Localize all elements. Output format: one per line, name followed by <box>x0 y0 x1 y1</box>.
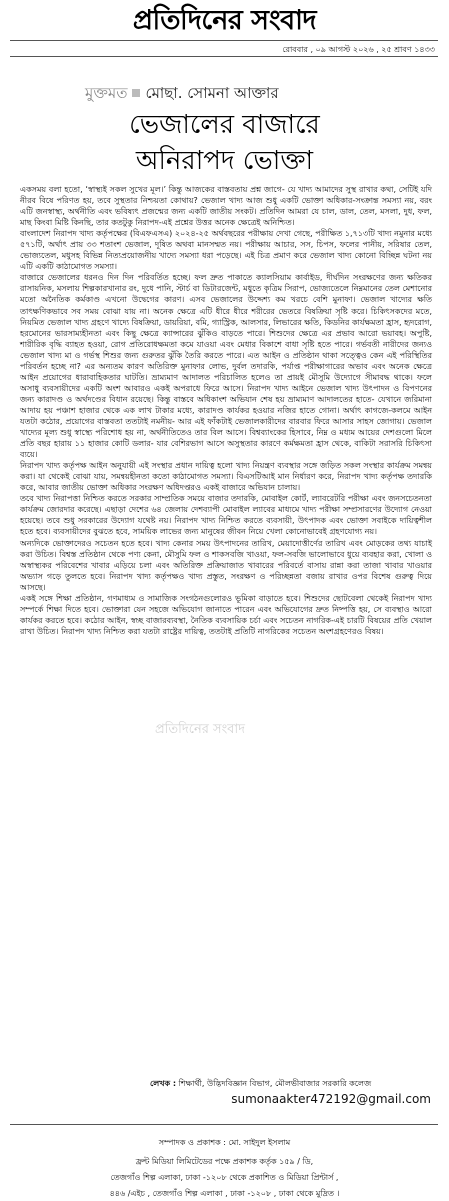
square-bullet-icon <box>132 89 140 97</box>
watermark-logo: প্রতিদিনের সংবাদ <box>155 722 246 737</box>
article-paragraph: বাজারে ভেজালের ধরনও দিন দিন পরিবর্তিত হচ্ছে। ফল দ্রুত পাকাতে ক্যালসিয়াম কার্বাইড, দীর্ঘদিন সংরক্ষণের জন্য ক্ষতিকর রাসায়নিক, মসলায় শিল্পকারখানার রং, দুধে পানি, স্টার্চ বা ডিটারজেন্ট, মধুতে কৃত্রিম সিরাপ, ভোজ্যতেলে নিম্নমানের তেল মেশানোর মতো অনৈতিক কর্মকাণ্ড এখনো উদ্বেগের কারণ। এসব ভেজালের উদ্দেশ্য কম খরচে বেশি মুনাফা। ভেজাল খাদ্যের ক্ষতি তাৎক্ষণিকভাবে সব সময় বোঝা যায় না। অনেক ক্ষেত্রে এটি ধীরে ধীরে শরীরের ভেতরে বিষক্রিয়া সৃষ্টি করে। চিকিৎসকদের মতে, নিয়মিত ভেজাল খাদ্য গ্রহণে খাদ্যে বিষক্রিয়া, ডায়রিয়া, বমি, গ্যাস্ট্রিক, আলসার, লিভারের ক্ষতি, কিডনির কার্যক্ষমতা হ্রাস, হৃদরোগ, হরমোনের ভারসাম্যহীনতা এবং কিছু ক্ষেত্রে ক্যান্সারের ঝুঁকিও বাড়তে পারে। শিশুদের ক্ষেত্রে এর প্রভাব আরো ভয়াবহ। অপুষ্টি, শারীরিক বৃদ্ধি ব্যাহত হওয়া, রোগ প্রতিরোধক্ষমতা কমে যাওয়া এবং মেধার বিকাশে বাধা সৃষ্টি হতে পারে। গর্ভবতী নারীদের জন্যও ভেজাল খাদ্য মা ও গর্ভস্থ শিশুর জন্য গুরুতর ঝুঁকি তৈরি করতে পারে। এত আইন ও প্রতিষ্ঠান থাকা সত্ত্বেও কেন এই পরিস্থিতির পরিবর্তন হচ্ছে না? এর অন্যতম কারণ অতিরিক্ত মুনাফার লোভ, দুর্বল তদারকি, পর্যাপ্ত পরীক্ষাগারের অভাব এবং অনেক ক্ষেত্রে আইন প্রয়োগের ধারাবাহিকতার ঘাটতি। ভ্রাম্যমাণ আদালত পরিচালিত হলেও তা প্রায়ই মৌসুমি উদ্যোগে সীমাবদ্ধ থাকে। ফলে অসাধু ব্যবসায়ীদের একটি অংশ আবারও একই অপরাধে ফিরে আসে। নিরাপদ খাদ্য আইনে ভেজাল খাদ্য উৎপাদন ও বিপণনের জন্য কারাদণ্ড ও অর্থদণ্ডের বিধান রয়েছে। কিন্তু বাস্তবে অধিকাংশ অভিযান শেষ হয় ভ্রাম্যমাণ আদালতের হাতে- যেখানে জরিমানা আদায় হয় পঞ্চাশ হাজার থেকে এক লাখ টাকার মধ্যে, কারাদণ্ড কার্যকর হওয়ার নজির হাতে গোনা। অর্থাৎ কাগজে-কলমে আইন যতটা কঠোর, প্রয়োগের বাস্তবতা ততটাই নমনীয়- আর এই ফাঁকটাই ভেজালকারীদের বারবার ফিরে আসার সাহস জোগায়। ভেজাল খাদ্যের মূল্য শুধু স্বাস্থ্যে পরিশোধ হয় না, অর্থনীতিতেও তার বিল আসে। বিশ্বব্যাংকের হিসাবে, নিম্ন ও মধ্যম আয়ের দেশগুলো মিলে প্রতি বছর হারায় ১১ হাজার কোটি ডলার- যার বেশিরভাগ আসে অসুস্থতার কারণে কর্মক্ষমতা হ্রাস থেকে, বাকিটা সরাসরি চিকিৎসা ব্যয়ে। <box>20 273 432 460</box>
masthead-bottom-rule <box>10 56 438 57</box>
headline-line-1: ভেজালের বাজারে <box>129 110 320 140</box>
author-email: sumonaakter472192@gmail.com <box>231 1092 431 1106</box>
author-name: মোছা. সোমনা আক্তার <box>145 84 279 102</box>
section-category: মুক্তমত <box>85 84 128 102</box>
headline-line-2: অনিরাপদ ভোক্তা <box>135 146 314 176</box>
masthead-title: প্রতিদিনের সংবাদ <box>132 5 317 36</box>
article-paragraph: নিরাপদ খাদ্য কর্তৃপক্ষ আইন অনুযায়ী এই সংস্থার প্রধান দায়িত্ব হলো খাদ্য নিয়ন্ত্রণ ব্যবস্থার সঙ্গে জড়িত সকল সংস্থার কার্যক্রম সমন্বয় করা। যা থেকেই বোঝা যায়, সমন্বয়হীনতা কতো কাঠামোগত সমস্যা। বিএসটিআই মান নির্ধারণ করে, নিরাপদ খাদ্য কর্তৃপক্ষ তদারকি করে, আবার জাতীয় ভোক্তা অধিকার সংরক্ষণ অধিদপ্তরও একই বাজারে অভিযান চালায়। <box>20 461 432 493</box>
author-note <box>150 1078 371 1091</box>
article-paragraph: বাংলাদেশ নিরাপদ খাদ্য কর্তৃপক্ষের (বিএফএসএ) ২০২৪-২৫ অর্থবছরের পরীক্ষায় দেখা গেছে, পরীক্ষিত ১,৭১৩টি খাদ্য নমুনার মধ্যে ৫৭১টি, অর্থাৎ প্রায় ৩৩ শতাংশ ভেজাল, দূষিত অথবা মানসম্মত নয়। পরীক্ষায় আচার, সস, চিপস, ফলের পানীয়, সরিষার তেল, ভোজ্যতেল, মধুসহ বিভিন্ন নিত্যপ্রয়োজনীয় খাদ্যে সমস্যা ধরা পড়েছে। এই চিত্র প্রমাণ করে ভেজাল খাদ্য কোনো বিচ্ছিন্ন ঘটনা নয় এটি একটি কাঠামোগত সমস্যা। <box>20 229 432 272</box>
article-paragraph: একসময় বলা হতো, ‘স্বাস্থ্যই সকল সুখের মূল।’ কিন্তু আজকের বাস্তবতায় প্রশ্ন জাগে- যে খাদ্য আমাদের সুস্থ রাখার কথা, সেটিই যদি নীরব বিষে পরিণত হয়, তবে সুস্থতার নিশ্চয়তা কোথায়? ভেজাল খাদ্য আজ শুধু একটি ভোক্তা অধিকার-সংক্রান্ত সমস্যা নয়, বরং এটি জনস্বাস্থ্য, অর্থনীতি এবং ভবিষ্যৎ প্রজন্মের জন্য একটি জাতীয় সংকট। প্রতিদিন আমরা যে চাল, ডাল, তেল, মসলা, দুধ, ফল, মাছ কিংবা মিষ্টি কিনছি, তার কতটুকু নিরাপদ-এই প্রশ্নের উত্তর অনেক ক্ষেত্রেই অনিশ্চিত। <box>20 185 432 228</box>
author-note-text: শিক্ষার্থী, উদ্ভিদবিজ্ঞান বিভাগ, মৌলভীবাজার সরকারি কলেজ <box>178 1079 372 1088</box>
article-paragraph: তবে খাদ্য নিরাপত্তা নিশ্চিত করতে সরকার সাম্প্রতিক সময়ে বাজার তদারকি, মোবাইল কোর্ট, ল্যাবরেটরি পরীক্ষা এবং জনসচেতনতা কার্যক্রম জোরদার করেছে। এছাড়া দেশের ৬৪ জেলায় দেশব্যাপী মোবাইল ল্যাবের মাধ্যমে খাদ্য পরীক্ষা সম্প্রসারণের উদ্যোগ নেওয়া হয়েছে। তবে শুধু সরকারের উদ্যোগ যথেষ্ট নয়। নিরাপদ খাদ্য নিশ্চিত করতে ব্যবসায়ী, উৎপাদক এবং ভোক্তা সবাইকে দায়িত্বশীল হতে হবে। ব্যবসায়ীদের বুঝতে হবে, সাময়িক লাভের জন্য মানুষের জীবন নিয়ে খেলা কোনোভাবেই গ্রহণযোগ্য নয়। <box>20 494 432 537</box>
author-note-label: লেখক : <box>150 1079 177 1088</box>
footer-publisher-line: ফ্রন্ট মিডিয়া লিমিটেডের পক্ষে প্রকাশক কর্তৃক ১৫৯ / ডি, <box>135 1157 314 1166</box>
footer-address-line: তেজগাঁও শিল্প এলাকা, ঢাকা -১২০৮ থেকে প্রকাশিত ও মিডিয়া প্রিন্টার্স , <box>110 1173 339 1182</box>
footer-rule <box>10 1124 438 1125</box>
article-body <box>20 184 432 637</box>
article-paragraph: অন্যদিকে ভোক্তাদেরও সচেতন হতে হবে। খাদ্য কেনার সময় উৎপাদনের তারিখ, মেয়াদোত্তীর্ণের তারিখ এবং মোড়কের তথ্য যাচাই করা উচিত। বিশ্বস্ত প্রতিষ্ঠান থেকে পণ্য কেনা, মৌসুমি ফল ও শাকসবজি খাওয়া, ফল-সবজি ভালোভাবে ধুয়ে ব্যবহার করা, খোলা ও অস্বাস্থ্যকর পরিবেশের খাবার এড়িয়ে চলা এবং অতিরিক্ত প্রক্রিয়াজাত খাবারের পরিবর্তে বাসায় রান্না করা তাজা খাবার খাওয়ার অভ্যাস গড়ে তুলতে হবে। নিরাপদ খাদ্য কর্তৃপক্ষও খাদ্য প্রস্তুত, সংরক্ষণ ও পরিচ্ছন্নতা বজায় রাখার ওপর বিশেষ গুরুত্ব দিয়ে আসছে। <box>20 538 432 592</box>
footer-printer-line: ৪৪৬ /এইচ , তেজগাঁও শিল্প এলাকা , ঢাকা -১২০৮ , ঢাকা থেকে মুদ্রিত । <box>109 1189 340 1198</box>
dateline: রোববার , ০৯ আগস্ট ২০২৬ , ২৫ শ্রাবণ ১৪৩৩ <box>282 45 435 54</box>
masthead-top-rule <box>10 40 438 41</box>
article-paragraph: একই সঙ্গে শিক্ষা প্রতিষ্ঠান, গণমাধ্যম ও সামাজিক সংগঠনগুলোরও ভূমিকা বাড়াতে হবে। শিশুদের ছোটবেলা থেকেই নিরাপদ খাদ্য সম্পর্কে শিক্ষা দিতে হবে। ভোক্তারা যেন সহজে অভিযোগ জানাতে পারেন এবং অভিযোগের দ্রুত নিষ্পত্তি হয়, সে ব্যবস্থাও আরো কার্যকর করতে হবে। কঠোর আইন, স্বচ্ছ বাজারব্যবস্থা, নৈতিক ব্যবসায়িক চর্চা এবং সচেতন নাগরিক-এই চারটি বিষয়ের প্রতি খেয়াল রাখা উচিত। নিরাপদ খাদ্য নিশ্চিত করা যতটা রাষ্ট্রের দায়িত্ব, ততটাই প্রতিটি নাগরিকের সচেতন অংশগ্রহণেরও বিষয়। <box>20 593 432 636</box>
byline <box>85 82 279 107</box>
footer-editor-line: সম্পাদক ও প্রকাশক : মো. সাইদুল ইসলাম <box>158 1138 291 1147</box>
